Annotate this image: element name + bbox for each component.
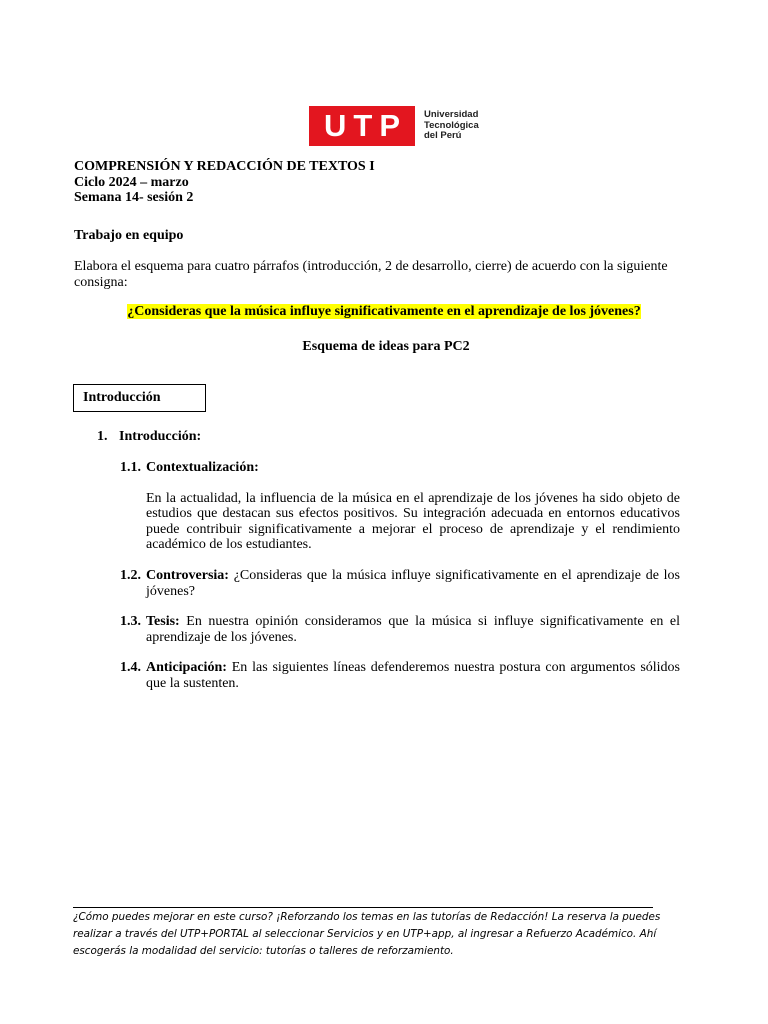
- team-work-label: Trabajo en equipo: [74, 228, 184, 243]
- footer-note: ¿Cómo puedes mejorar en este curso? ¡Reforzando los temas en las tutorías de Redacción! La reserva la puedes realizar a través del UTP+PORTAL al seleccionar Servicios y en UTP+app, al ingresar a Refuerzo Académico. Ahí escogerás la modalidad del servicio: tutorías o talleres de reforzamiento.: [73, 911, 661, 957]
- subitem-text: En la actualidad, la influencia de la música en el aprendizaje de los jóvenes ha sido objeto de estudios que destacan sus efectos positivos. Su integración adecuada en entornos educativos puede contribuir significativamente a mejorar el proceso de aprendizaje y el rendimiento académico de los estudiantes.: [146, 490, 680, 552]
- document-header: [74, 159, 375, 206]
- course-title: COMPRENSIÓN Y REDACCIÓN DE TEXTOS I: [74, 159, 375, 174]
- schema-title: Esquema de ideas para PC2: [302, 339, 470, 354]
- utp-logo-letters: UTP: [324, 108, 407, 143]
- introduction-box: [73, 384, 206, 412]
- subitem-text: En nuestra opinión consideramos que la música si influye significativamente en el aprendizaje de los jóvenes.: [146, 614, 680, 645]
- subitem-text: En las siguientes líneas defenderemos nuestra postura con argumentos sólidos que la sustenten.: [146, 660, 680, 691]
- outline-subitem-controversia: [120, 568, 680, 599]
- subitem-label: Controversia:: [146, 568, 229, 583]
- utp-logo-wordmark: [424, 110, 482, 142]
- subitem-number: 1.1.: [120, 460, 141, 475]
- utp-logo-mark: [309, 106, 415, 146]
- subitem-label: Anticipación:: [146, 660, 227, 675]
- outline-subitem-anticipacion: [120, 660, 680, 691]
- subitem-text: ¿Consideras que la música influye significativamente en el aprendizaje de los jóvenes?: [146, 568, 681, 599]
- outline-item-number: 1.: [97, 429, 108, 444]
- course-cycle: Ciclo 2024 – marzo: [74, 174, 189, 190]
- outline-item-1: [97, 429, 201, 445]
- subitem-number: 1.4.: [120, 660, 141, 675]
- subitem-label: Contextualización:: [146, 460, 259, 475]
- outline-subitem-contextualizacion: [120, 460, 680, 553]
- utp-logo: [309, 106, 482, 146]
- prompt-question: [0, 304, 768, 320]
- subitem-number: 1.3.: [120, 614, 141, 629]
- prompt-question-text: ¿Consideras que la música influye significativamente en el aprendizaje de los jóvenes?: [127, 304, 641, 319]
- course-week: Semana 14- sesión 2: [74, 190, 194, 205]
- footer-divider: [73, 907, 653, 908]
- subitem-number: 1.2.: [120, 568, 141, 583]
- instruction-text: Elabora el esquema para cuatro párrafos (introducción, 2 de desarrollo, cierre) de acuerdo con la siguiente consigna:: [74, 259, 668, 290]
- outline-item-label: Introducción:: [119, 429, 202, 444]
- outline-subitem-tesis: [120, 614, 680, 645]
- utp-logo-text: Universidad Tecnológica del Perú: [424, 109, 479, 142]
- introduction-box-label: Introducción: [83, 390, 161, 405]
- subitem-label: Tesis:: [146, 614, 180, 629]
